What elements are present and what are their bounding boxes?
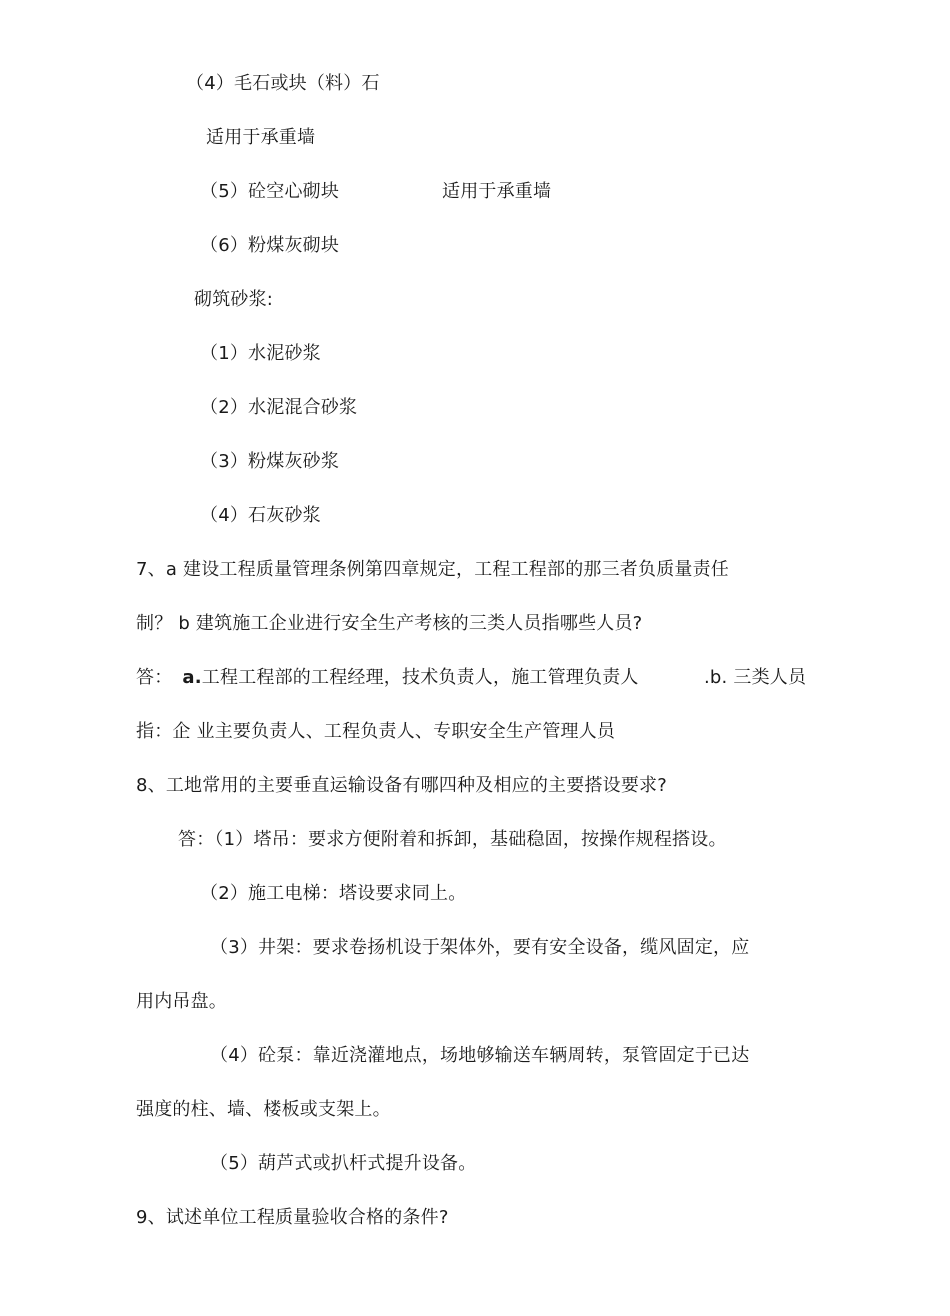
answer-8-item-1: 答：（1）塔吊：要求方便附着和拆卸，基础稳固，按操作规程搭设。 bbox=[178, 829, 727, 850]
question-9: 9、试述单位工程质量验收合格的条件? bbox=[136, 1207, 449, 1228]
list-item-mixed-mortar: （2）水泥混合砂浆 bbox=[200, 397, 358, 418]
question-7-line-2: 制？ b 建筑施工企业进行安全生产考核的三类人员指哪些人员? bbox=[136, 613, 643, 634]
answer-8-item-3-line-1: （3）井架：要求卷扬机设于架体外，要有安全设备，缆风固定，应 bbox=[210, 937, 750, 958]
question-7-line-1: 7、a 建设工程质量管理条例第四章规定，工程工程部的那三者负质量责任 bbox=[136, 559, 730, 580]
answer-8-item-2: （2）施工电梯：塔设要求同上。 bbox=[200, 883, 467, 904]
answer-part-b-start: .b. 三类人员 bbox=[704, 667, 807, 688]
list-item-rubble-stone: （4）毛石或块（料）石 bbox=[186, 73, 380, 94]
answer-8-item-4-line-2: 强度的柱、墙、楼板或支架上。 bbox=[136, 1099, 391, 1120]
answer-8-item-3-line-2: 用内吊盘。 bbox=[136, 991, 227, 1012]
list-item-lime-mortar: （4）石灰砂浆 bbox=[200, 505, 321, 526]
answer-8-item-4-line-1: （4）砼泵：靠近浇灌地点，场地够输送车辆周转，泵管固定于已达 bbox=[210, 1045, 750, 1066]
list-item-hollow-block: （5）砼空心砌块 bbox=[200, 181, 340, 202]
answer-label: 答： bbox=[136, 667, 173, 688]
answer-part-a-text: 工程工程部的工程经理，技术负责人，施工管理负责人 bbox=[201, 667, 639, 688]
usage-note-bearing-wall: 适用于承重墙 bbox=[206, 127, 316, 148]
list-item-cement-mortar: （1）水泥砂浆 bbox=[200, 343, 321, 364]
list-item-fly-ash-mortar: （3）粉煤灰砂浆 bbox=[200, 451, 340, 472]
answer-8-item-5: （5）葫芦式或扒杆式提升设备。 bbox=[210, 1153, 477, 1174]
list-item-fly-ash-block: （6）粉煤灰砌块 bbox=[200, 235, 340, 256]
section-heading-mortar: 砌筑砂浆: bbox=[194, 289, 274, 310]
usage-note-bearing-wall-2: 适用于承重墙 bbox=[442, 181, 552, 202]
answer-7-line-1 bbox=[136, 666, 639, 690]
question-8: 8、工地常用的主要垂直运输设备有哪四种及相应的主要搭设要求? bbox=[136, 775, 668, 796]
answer-7-line-2: 指：企 业主要负责人、工程负责人、专职安全生产管理人员 bbox=[136, 721, 616, 742]
answer-part-a-marker: a. bbox=[182, 667, 202, 688]
